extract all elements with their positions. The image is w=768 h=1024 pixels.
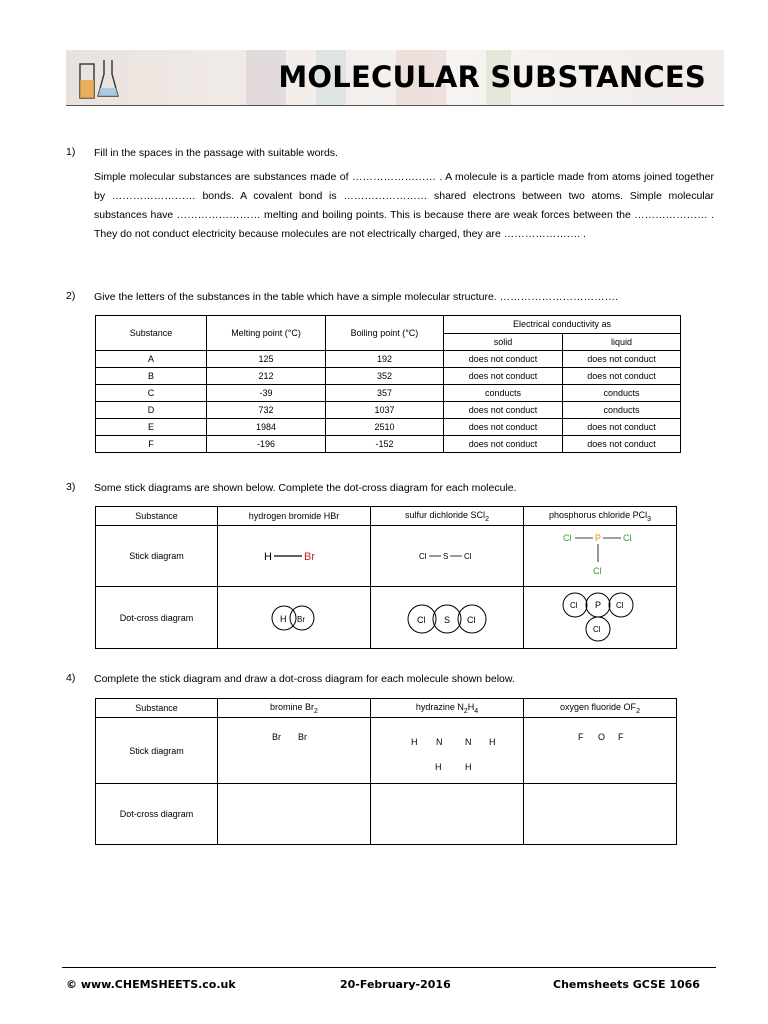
cell-boiling: 2510 [326,419,444,436]
pcl3-dotcross-diagram [545,589,655,647]
hbr-dotcross-diagram [244,598,344,638]
cell-substance: A [96,351,207,368]
of2-dotcross-answer[interactable] [524,784,677,845]
header-banner [66,50,724,106]
header-boiling-point: Boiling point (°C) [326,316,444,351]
cl-atom: Cl [616,600,624,610]
h-atom: H [264,551,272,563]
hbr-stick [218,526,371,587]
footer-divider [62,967,716,968]
n2h4-stick-diagram [387,725,507,777]
pcl3-stick [524,526,677,587]
table-row [96,436,681,453]
br2-stick [218,718,371,784]
h-atom: H [489,736,496,747]
of2-stick [524,718,677,784]
cl-atom: Cl [464,552,472,561]
table-row [96,368,681,385]
h-atom: H [280,613,287,624]
cell-boiling: 352 [326,368,444,385]
page-title: MOLECULAR SUBSTANCES [278,60,706,94]
of2-sub: 2 [636,707,640,715]
stick-diagram-table [95,506,677,649]
header-melting-point: Melting point (°C) [207,316,326,351]
cell-liquid: does not conduct [563,351,681,368]
header-substance: Substance [96,316,207,351]
cell-melting: -196 [207,436,326,453]
br2-label: bromine Br [270,701,315,712]
h-atom: H [435,761,442,772]
table-row [96,385,681,402]
col-br2 [218,699,371,718]
cell-solid: does not conduct [444,402,563,419]
footer-copyright-link[interactable]: © www.CHEMSHEETS.co.uk [66,978,236,991]
col-of2 [524,699,677,718]
cell-boiling: 192 [326,351,444,368]
h-atom: H [465,761,472,772]
col-hbr: hydrogen bromide HBr [218,507,371,526]
n2h4-dotcross-answer[interactable] [371,784,524,845]
cell-melting: 1984 [207,419,326,436]
cell-substance: E [96,419,207,436]
cell-boiling: 1037 [326,402,444,419]
n2h4-sub1: 2 [463,707,468,715]
cell-liquid: conducts [563,402,681,419]
cell-liquid: does not conduct [563,419,681,436]
footer-sheet-id: Chemsheets GCSE 1066 [553,978,700,991]
cell-substance: C [96,385,207,402]
cl-atom: Cl [593,624,601,634]
q1-number: 1) [66,146,76,158]
n2h4-stick [371,718,524,784]
cell-solid: does not conduct [444,351,563,368]
header-liquid: liquid [563,333,681,351]
p-atom: P [595,533,602,543]
q2-prompt: Give the letters of the substances in the table which have a simple molecular structure. ……………………………. [94,291,619,303]
q3-number: 3) [66,481,76,493]
n-atom: N [436,736,443,747]
q4-number: 4) [66,672,76,684]
complete-diagram-table [95,698,677,845]
s-atom: S [443,552,449,561]
n-atom: N [465,736,472,747]
br-atom: Br [304,551,315,563]
cl-atom: Cl [419,552,427,561]
table-row [96,402,681,419]
f-atom: F [618,731,624,742]
pcl3-stick-diagram [545,528,655,584]
col-n2h4 [371,699,524,718]
of2-stick-diagram [550,726,650,776]
footer-date: 20-February-2016 [340,978,451,991]
q2-number: 2) [66,290,76,302]
table-row [96,419,681,436]
cl-atom: Cl [467,614,476,625]
col-pcl3 [524,507,677,526]
cell-liquid: does not conduct [563,368,681,385]
properties-table [95,315,681,453]
scl2-stick [371,526,524,587]
cell-substance: F [96,436,207,453]
cl-atom: Cl [563,533,572,543]
cell-solid: does not conduct [444,436,563,453]
br-atom: Br [298,731,307,742]
row-dotcross-label: Dot-cross diagram [96,784,218,845]
br-atom: Br [297,614,305,624]
cell-boiling: -152 [326,436,444,453]
s-atom: S [444,614,451,625]
n2h4-label: hydrazine N [415,701,464,712]
n2h4-mid: H [467,701,475,712]
scl2-dotcross [371,587,524,649]
cell-solid: does not conduct [444,368,563,385]
row-stick-label: Stick diagram [96,526,218,587]
cl-atom: Cl [623,533,632,543]
scl2-sub: 2 [485,515,489,523]
cell-liquid: conducts [563,385,681,402]
cell-melting: -39 [207,385,326,402]
q1-passage: Simple molecular substances are substances made of …………………… . A molecule is a particle made from atoms joined together by …………………… bonds. A covalent bond is …………………… shared electrons between two atoms. Simple molecular substances have …………………… melting and boiling points. This is because there are weak forces between the ………………… . They do not conduct electricity because molecules are not electrically charged, they are …………………. . [94,171,714,240]
col-substance: Substance [96,699,218,718]
header-solid: solid [444,333,563,351]
row-dotcross-label: Dot-cross diagram [96,587,218,649]
cell-liquid: does not conduct [563,436,681,453]
cell-solid: does not conduct [444,419,563,436]
cell-substance: B [96,368,207,385]
pcl3-dotcross [524,587,677,649]
col-scl2 [371,507,524,526]
o-atom: O [598,731,606,742]
header-conductivity: Electrical conductivity as [444,316,681,334]
br2-dotcross-answer[interactable] [218,784,371,845]
cl-atom: Cl [417,614,426,625]
table-row [96,351,681,368]
row-stick-label: Stick diagram [96,718,218,784]
scl2-stick-diagram [397,544,497,568]
q1-prompt: Fill in the spaces in the passage with suitable words. [94,147,338,159]
pcl3-sub: 3 [647,515,651,523]
hbr-dotcross [218,587,371,649]
cell-solid: conducts [444,385,563,402]
cell-melting: 732 [207,402,326,419]
cell-substance: D [96,402,207,419]
h-atom: H [411,736,418,747]
n2h4-sub2: 4 [474,707,479,715]
cell-boiling: 357 [326,385,444,402]
scl2-label: sulfur dichloride SCl [405,509,486,520]
scl2-dotcross-diagram [392,598,502,638]
q4-prompt: Complete the stick diagram and draw a dot-cross diagram for each molecule shown below. [94,673,515,685]
br2-stick-diagram [244,726,344,776]
br2-sub: 2 [314,707,318,715]
p-atom: P [595,599,602,610]
f-atom: F [578,731,584,742]
cell-melting: 125 [207,351,326,368]
cl-atom: Cl [593,566,602,576]
hbr-stick-diagram [244,544,344,568]
pcl3-label: phosphorus chloride PCl [549,509,648,520]
col-substance: Substance [96,507,218,526]
q3-prompt: Some stick diagrams are shown below. Complete the dot-cross diagram for each molecule. [94,482,517,494]
of2-label: oxygen fluoride OF [560,701,637,712]
cl-atom: Cl [570,600,578,610]
cell-melting: 212 [207,368,326,385]
glassware-icon [74,56,126,102]
br-atom: Br [272,731,281,742]
